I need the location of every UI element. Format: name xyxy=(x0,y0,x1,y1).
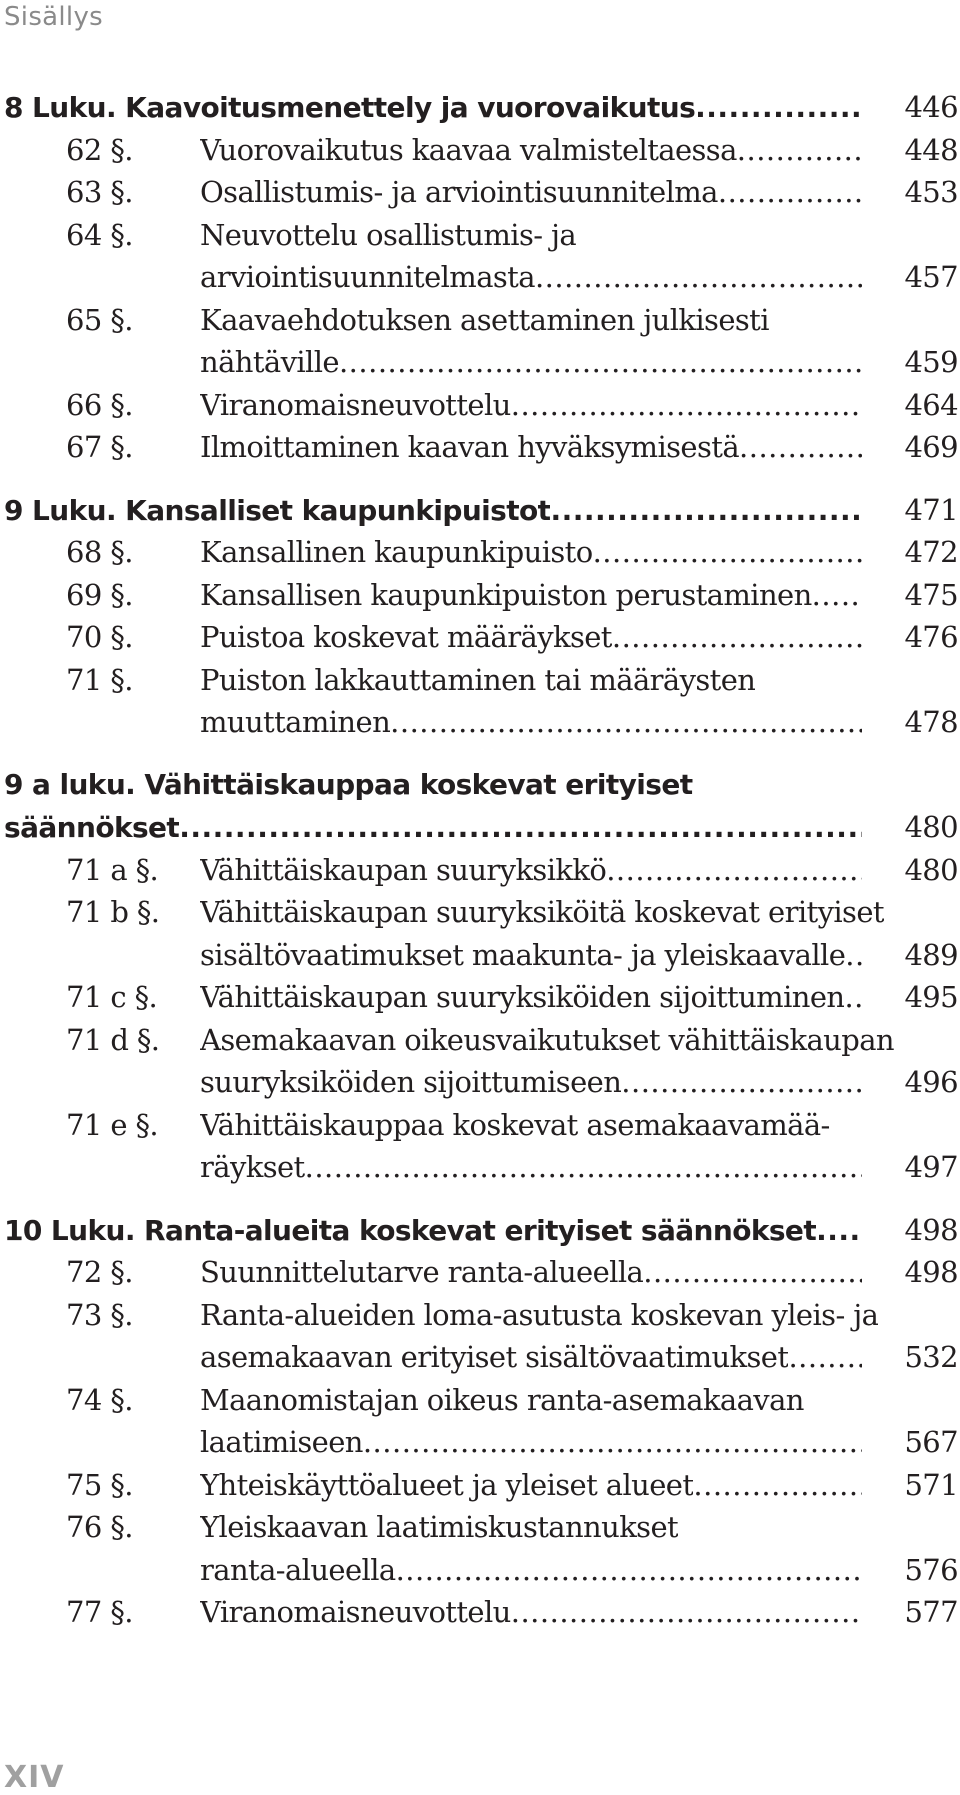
section-number: 69 §. xyxy=(66,577,133,612)
section-title: asemakaavan erityiset sisältövaatimukset xyxy=(200,1340,789,1374)
section-title: Yleiskaavan laatimiskustannukset xyxy=(200,1510,679,1544)
section-number: 66 §. xyxy=(66,387,133,422)
section-title: arviointisuunnitelmasta xyxy=(200,260,535,294)
dot-leader xyxy=(612,616,862,659)
chapter-heading-line xyxy=(4,1209,958,1252)
section-title: sisältövaatimukset maakunta- ja yleiskaavalle xyxy=(200,937,846,972)
section-entry-line xyxy=(4,1464,958,1507)
section-title: Puistoa koskevat määräykset xyxy=(200,620,612,654)
dot-leader xyxy=(511,384,862,427)
section-entry-line xyxy=(4,171,958,214)
section-continuation-line xyxy=(4,934,958,977)
page-number: 472 xyxy=(904,535,958,569)
dot-leader xyxy=(550,490,862,533)
dot-leader xyxy=(593,531,862,574)
section-title: Ilmoittaminen kaavan hyväksymisestä xyxy=(200,430,740,464)
page-number: 489 xyxy=(904,937,958,972)
section-number: 64 §. xyxy=(66,217,133,252)
page-number: 448 xyxy=(904,132,958,167)
dot-leader xyxy=(390,701,862,744)
section-entry-line xyxy=(4,976,958,1019)
page-number: 532 xyxy=(904,1340,958,1374)
page-number: 496 xyxy=(904,1065,958,1099)
section-entry-line xyxy=(4,531,958,574)
dot-leader xyxy=(621,1061,862,1104)
section-number: 70 §. xyxy=(66,620,133,654)
section-title: muuttaminen xyxy=(200,705,391,739)
section-continuation-line xyxy=(4,256,958,299)
dot-leader xyxy=(695,87,862,130)
page-number: 577 xyxy=(904,1595,958,1629)
section-title: Suunnittelutarve ranta-alueella xyxy=(200,1255,644,1289)
section-title: Kaavaehdotuksen asettaminen julkisesti xyxy=(200,302,769,337)
section-title: Ranta-alueiden loma-asutusta koskevan yleis- ja xyxy=(200,1297,879,1332)
section-entry-line xyxy=(4,129,958,172)
page-number: 453 xyxy=(904,175,958,209)
dot-leader xyxy=(179,807,862,850)
section-title: Vähittäiskaupan suuryksiköitä koskevat erityiset xyxy=(200,895,884,929)
page-number: 469 xyxy=(904,430,958,464)
section-number: 73 §. xyxy=(66,1297,133,1332)
dot-leader xyxy=(816,1210,862,1253)
section-continuation-line xyxy=(4,1336,958,1379)
section-entry-line xyxy=(4,891,958,934)
page-number: 457 xyxy=(904,260,958,294)
dot-leader xyxy=(739,426,862,469)
dot-leader xyxy=(845,934,862,977)
page-number: 476 xyxy=(904,620,958,654)
section-number: 74 §. xyxy=(66,1382,133,1417)
section-title: Viranomaisneuvottelu xyxy=(200,1595,511,1629)
section-continuation-line xyxy=(4,1421,958,1464)
section-number: 71 e §. xyxy=(66,1107,159,1142)
page-number: 498 xyxy=(904,1255,958,1289)
section-title: Yhteiskäyttöalueet ja yleiset alueet xyxy=(200,1467,694,1502)
section-title: ranta-alueella xyxy=(200,1552,396,1587)
toc-chapter-block xyxy=(4,489,958,744)
toc-chapter-block xyxy=(4,764,958,1189)
dot-leader xyxy=(396,1549,862,1592)
section-number: 68 §. xyxy=(66,535,133,569)
section-title: räykset xyxy=(200,1150,305,1184)
section-continuation-line xyxy=(4,1061,958,1104)
section-entry-line xyxy=(4,1104,958,1147)
table-of-contents xyxy=(4,86,958,1654)
page-number: 576 xyxy=(904,1552,958,1587)
section-number: 67 §. xyxy=(66,430,133,464)
page-number: 567 xyxy=(904,1425,958,1459)
page-number: 495 xyxy=(904,980,958,1014)
dot-leader xyxy=(643,1251,862,1294)
section-number: 77 §. xyxy=(66,1595,133,1629)
section-entry-line xyxy=(4,616,958,659)
section-continuation-line xyxy=(4,701,958,744)
dot-leader xyxy=(844,976,862,1019)
section-title: Puiston lakkauttaminen tai määräysten xyxy=(200,662,756,697)
section-entry-line xyxy=(4,1019,958,1062)
section-entry-line xyxy=(4,849,958,892)
section-entry-line xyxy=(4,384,958,427)
section-title: Kansallinen kaupunkipuisto xyxy=(200,535,593,569)
section-number: 63 §. xyxy=(66,175,133,209)
dot-leader xyxy=(693,1464,862,1507)
section-title: Vähittäiskaupan suuryksiköiden sijoittuminen xyxy=(200,980,845,1014)
dot-leader xyxy=(511,1591,862,1634)
section-entry-line xyxy=(4,214,958,257)
dot-leader xyxy=(535,256,862,299)
section-continuation-line xyxy=(4,1549,958,1592)
page-number: 478 xyxy=(904,705,958,739)
page-number: 480 xyxy=(904,852,958,887)
section-title: Osallistumis- ja arviointisuunnitelma xyxy=(200,175,718,209)
section-title: Viranomaisneuvottelu xyxy=(200,387,511,422)
dot-leader xyxy=(606,849,862,892)
section-entry-line xyxy=(4,1591,958,1634)
page-number: 480 xyxy=(904,810,958,844)
running-head: Sisällys xyxy=(4,2,103,32)
section-number: 71 c §. xyxy=(66,980,158,1014)
page-number: 475 xyxy=(904,577,958,612)
section-continuation-line xyxy=(4,341,958,384)
chapter-heading-line xyxy=(4,489,958,532)
dot-leader xyxy=(718,171,862,214)
page-number: 571 xyxy=(904,1467,958,1502)
section-entry-line xyxy=(4,1294,958,1337)
dot-leader xyxy=(788,1336,862,1379)
section-title: Maanomistajan oikeus ranta-asemakaavan xyxy=(200,1382,804,1417)
section-entry-line xyxy=(4,299,958,342)
page-number: 471 xyxy=(904,492,958,527)
section-number: 71 b §. xyxy=(66,895,160,929)
dot-leader xyxy=(305,1146,862,1189)
toc-chapter-block xyxy=(4,1209,958,1634)
page-number: 464 xyxy=(904,387,958,422)
section-number: 71 a §. xyxy=(66,852,159,887)
chapter-title: säännökset xyxy=(4,811,180,844)
dot-leader xyxy=(339,341,862,384)
section-number: 62 §. xyxy=(66,132,133,167)
page-number: 446 xyxy=(904,90,958,124)
dot-leader xyxy=(363,1421,862,1464)
section-number: 71 §. xyxy=(66,662,133,697)
section-title: Vähittäiskauppaa koskevat asemakaavamää- xyxy=(200,1107,830,1142)
chapter-heading-line xyxy=(4,806,958,849)
dot-leader xyxy=(812,574,862,617)
section-title: laatimiseen xyxy=(200,1425,363,1459)
section-number: 71 d §. xyxy=(66,1022,160,1057)
page-number: 497 xyxy=(904,1150,958,1184)
chapter-title: 9 Luku. Kansalliset kaupunkipuistot xyxy=(4,493,551,527)
chapter-heading-line xyxy=(4,764,958,807)
chapter-title: 10 Luku. Ranta-alueita koskevat erityiset säännökset xyxy=(4,1213,817,1247)
section-title: Kansallisen kaupunkipuiston perustaminen xyxy=(200,577,812,612)
page-number: 459 xyxy=(904,345,958,379)
toc-chapter-block xyxy=(4,86,958,469)
page-number: 498 xyxy=(904,1212,958,1247)
section-title: Asemakaavan oikeusvaikutukset vähittäiskaupan xyxy=(200,1022,894,1057)
section-entry-line xyxy=(4,1251,958,1294)
section-entry-line xyxy=(4,574,958,617)
section-entry-line xyxy=(4,1506,958,1549)
section-title: nähtäville xyxy=(200,345,339,379)
page-folio: XIV xyxy=(4,1760,65,1795)
section-entry-line xyxy=(4,1379,958,1422)
section-continuation-line xyxy=(4,1146,958,1189)
dot-leader xyxy=(737,129,862,172)
section-entry-line xyxy=(4,659,958,702)
section-number: 72 §. xyxy=(66,1255,133,1289)
chapter-heading-line xyxy=(4,86,958,129)
section-title: suuryksiköiden sijoittumiseen xyxy=(200,1065,622,1099)
section-number: 65 §. xyxy=(66,302,133,337)
section-title: Vuorovaikutus kaavaa valmisteltaessa xyxy=(200,132,737,167)
chapter-title: 8 Luku. Kaavoitusmenettely ja vuorovaikutus xyxy=(4,91,696,124)
section-entry-line xyxy=(4,426,958,469)
chapter-title: 9 a luku. Vähittäiskauppaa koskevat erityiset xyxy=(4,767,693,801)
section-number: 76 §. xyxy=(66,1510,133,1544)
section-title: Vähittäiskaupan suuryksikkö xyxy=(200,852,607,887)
section-number: 75 §. xyxy=(66,1467,133,1502)
section-title: Neuvottelu osallistumis- ja xyxy=(200,217,577,252)
